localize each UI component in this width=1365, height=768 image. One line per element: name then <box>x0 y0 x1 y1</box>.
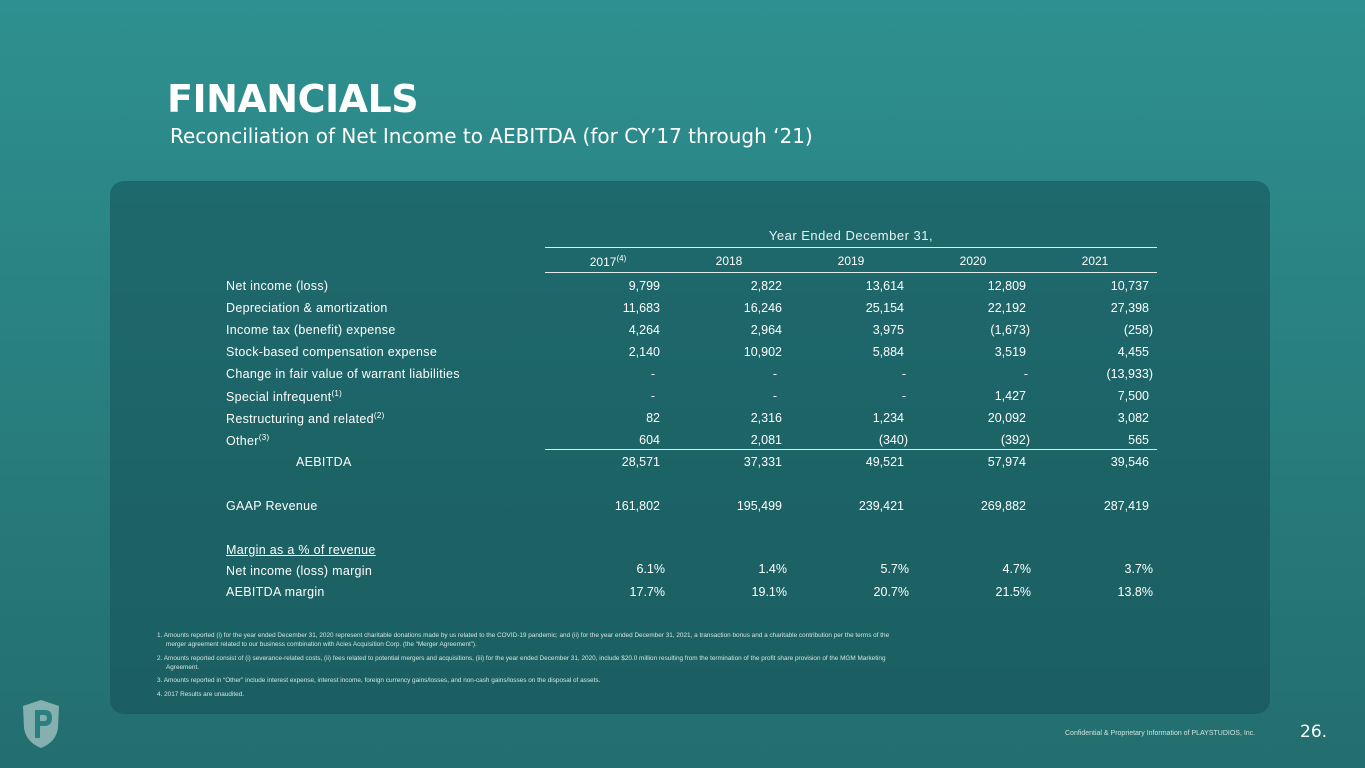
year-label: 2017 <box>589 255 617 269</box>
year-note: (4) <box>616 254 627 263</box>
table-cell: 565 <box>1128 433 1149 447</box>
table-cell: 4.7% <box>1002 562 1031 576</box>
year-header-2021 <box>1034 254 1156 268</box>
table-cell: 3,082 <box>1117 411 1149 425</box>
table-cell: 1.4% <box>758 562 787 576</box>
table-cell: 27,398 <box>1110 301 1149 315</box>
row-label-other <box>226 433 269 448</box>
row-label-stock-comp: Stock-based compensation expense <box>226 345 438 359</box>
table-cell: 4,264 <box>628 323 660 337</box>
table-cell: 5,884 <box>872 345 904 359</box>
table-cell: 17.7% <box>629 585 665 599</box>
year-header-2020 <box>912 254 1034 268</box>
table-cell: 21.5% <box>995 585 1031 599</box>
year-header-2017 <box>547 254 669 269</box>
table-cell: (340) <box>878 433 908 447</box>
row-label-depreciation: Depreciation & amortization <box>226 301 388 315</box>
table-cell: 25,154 <box>865 301 904 315</box>
table-cell: 39,546 <box>1110 455 1149 469</box>
table-cell: 3,519 <box>994 345 1026 359</box>
table-cell: 13.8% <box>1117 585 1153 599</box>
slide-title: FINANCIALS <box>167 77 419 121</box>
row-label-text: Other <box>226 434 259 449</box>
footnote-3: 3. Amounts reported in “Other” include interest expense, interest income, foreign currency gains/losses, and non-cash gains/losses on the disposal of assets. <box>157 677 601 684</box>
slide-subtitle: Reconciliation of Net Income to AEBITDA (for CY’17 through ‘21) <box>170 124 813 148</box>
playstudios-logo-icon <box>20 698 62 750</box>
table-cell: (13,933) <box>1106 367 1153 381</box>
table-cell: - <box>650 389 655 403</box>
table-cell: 269,882 <box>980 499 1026 513</box>
row-label-text: Restructuring and related <box>226 412 374 427</box>
table-cell: 1,234 <box>872 411 904 425</box>
row-label-warrant: Change in fair value of warrant liabilities <box>226 367 460 381</box>
table-cell: - <box>1023 367 1028 381</box>
footnote-1: 1. Amounts reported (i) for the year ended December 31, 2020 represent charitable donations made by us related to the COVID-19 pandemic; and (ii) for the year ended December 31, 2021, a transaction bonus and a charitable contribution per the terms of the merger agreement related to our business combination with Acies Acquisition Corp. (the “Merger Agreement”). <box>157 632 890 648</box>
footnote-ref: (1) <box>331 389 343 398</box>
row-label-aebitda: AEBITDA <box>296 455 352 469</box>
footnote-2: 2. Amounts reported consist of (i) severance-related costs, (ii) fees related to potential mergers and acquisitions, (iii) for the year ended December 31, 2020, include $20.0 million resulting from the termination of the profit share provision of the MGM Marketing Agreement. <box>157 654 886 671</box>
footnote-4: 4. 2017 Results are unaudited. <box>157 690 245 698</box>
table-cell: - <box>901 367 906 381</box>
year-header-rule <box>545 272 1157 273</box>
page-number: 26. <box>1300 722 1328 742</box>
table-cell: (258) <box>1123 323 1153 337</box>
subtotal-rule <box>545 449 1157 450</box>
row-label-text: Special infrequent <box>226 390 332 405</box>
row-label-gaap-revenue: GAAP Revenue <box>226 499 318 513</box>
table-cell: 239,421 <box>858 499 904 513</box>
row-label-special-infrequent <box>226 389 342 404</box>
table-cell: 20,092 <box>987 411 1026 425</box>
table-cell: 3.7% <box>1124 562 1153 576</box>
table-cell: 4,455 <box>1117 345 1149 359</box>
table-cell: 22,192 <box>987 301 1026 315</box>
table-cell: 7,500 <box>1117 389 1149 403</box>
table-cell: - <box>901 389 906 403</box>
table-cell: 604 <box>639 433 660 447</box>
table-cell: 20.7% <box>873 585 909 599</box>
footnote-ref: (2) <box>373 411 385 420</box>
table-cell: (392) <box>1000 433 1030 447</box>
table-cell: - <box>772 367 777 381</box>
year-label: 2021 <box>1081 254 1109 268</box>
table-cell: 5.7% <box>880 562 909 576</box>
year-label: 2019 <box>837 254 865 268</box>
row-label-net-income-margin: Net income (loss) margin <box>226 564 373 578</box>
table-cell: 11,683 <box>622 301 660 315</box>
row-label-income-tax: Income tax (benefit) expense <box>226 323 396 337</box>
table-cell: 161,802 <box>614 499 660 513</box>
table-cell: (1,673) <box>990 323 1030 337</box>
table-cell: 3,975 <box>872 323 904 337</box>
table-cell: 16,246 <box>743 301 782 315</box>
table-cell: 195,499 <box>736 499 782 513</box>
table-cell: 10,737 <box>1110 279 1149 293</box>
table-cell: 28,571 <box>621 455 660 469</box>
row-label-net-income: Net income (loss) <box>226 279 329 293</box>
year-label: 2020 <box>959 254 987 268</box>
table-cell: 19.1% <box>751 585 787 599</box>
year-label: 2018 <box>715 254 743 268</box>
row-label-restructuring <box>226 411 385 426</box>
table-cell: - <box>650 367 655 381</box>
table-cell: 12,809 <box>987 279 1026 293</box>
table-cell: 2,140 <box>628 345 660 359</box>
table-cell: 10,902 <box>743 345 782 359</box>
table-cell: 82 <box>646 411 660 425</box>
table-cell: 57,974 <box>987 455 1026 469</box>
table-cell: 6.1% <box>636 562 665 576</box>
table-cell: 1,427 <box>994 389 1026 403</box>
period-header-rule <box>545 247 1157 248</box>
footnotes <box>157 631 897 703</box>
table-cell: 37,331 <box>743 455 782 469</box>
table-cell: 2,822 <box>750 279 782 293</box>
row-label-aebitda-margin: AEBITDA margin <box>226 585 325 599</box>
table-cell: 2,081 <box>750 433 782 447</box>
table-cell: 13,614 <box>865 279 904 293</box>
table-cell: 49,521 <box>865 455 904 469</box>
section-heading-margin: Margin as a % of revenue <box>226 543 376 557</box>
table-cell: 2,964 <box>750 323 782 337</box>
table-cell: 287,419 <box>1103 499 1149 513</box>
table-cell: - <box>772 389 777 403</box>
confidential-notice: Confidential & Proprietary Information of PLAYSTUDIOS, Inc. <box>1065 730 1256 737</box>
year-header-2018 <box>668 254 790 268</box>
table-cell: 2,316 <box>750 411 782 425</box>
period-header: Year Ended December 31, <box>768 228 934 243</box>
footnote-ref: (3) <box>258 433 270 442</box>
year-header-2019 <box>790 254 912 268</box>
table-cell: 9,799 <box>628 279 660 293</box>
